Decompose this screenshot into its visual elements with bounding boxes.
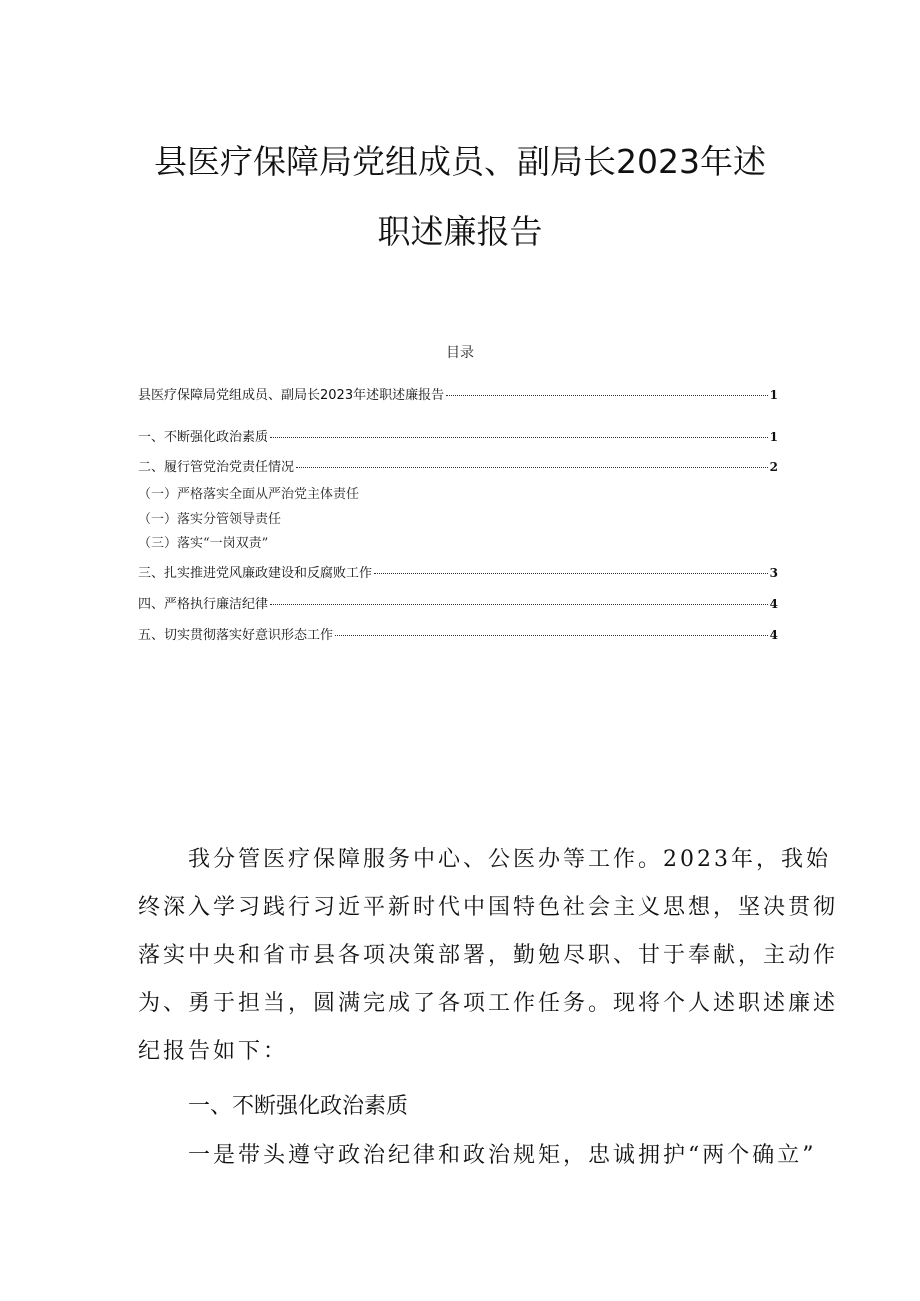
toc-entry[interactable]	[138, 384, 778, 402]
toc-entry[interactable]	[138, 593, 778, 611]
toc-entry-label: 三、扎实推进党风廉政建设和反腐败工作	[138, 566, 373, 581]
toc-entry-label: 五、切实贯彻落实好意识形态工作	[138, 628, 334, 643]
toc-entry[interactable]	[138, 562, 778, 580]
document-title-line2: 职述廉报告	[377, 212, 543, 251]
toc-subentry[interactable]: （一）落实分管领导责任	[138, 512, 282, 527]
toc-leader-dots	[374, 573, 768, 574]
section-heading: 一、不断强化政治素质	[188, 1094, 409, 1119]
toc-entry-label: 四、严格执行廉洁纪律	[138, 597, 269, 612]
toc-entry-page: 1	[769, 388, 778, 402]
toc-entry[interactable]	[138, 624, 778, 642]
toc-entry[interactable]	[138, 426, 778, 444]
paragraph-line: 终深入学习践行习近平新时代中国特色社会主义思想，坚决贯彻	[138, 895, 839, 920]
toc-entry-page: 4	[769, 597, 778, 611]
toc-entry-page: 2	[769, 460, 778, 474]
document-title-line1: 县医疗保障局党组成员、副局长2023年述	[154, 142, 766, 181]
toc-subentry[interactable]: （一）严格落实全面从严治党主体责任	[138, 487, 360, 502]
toc-subentry[interactable]: （三）落实“一岗双责”	[138, 536, 269, 551]
toc-leader-dots	[270, 437, 768, 438]
toc-entry-page: 4	[769, 628, 778, 642]
paragraph-line: 一是带头遵守政治纪律和政治规矩，忠诚拥护“两个确立”	[188, 1143, 817, 1168]
toc-leader-dots	[270, 604, 768, 605]
toc-entry-label: 一、不断强化政治素质	[138, 430, 269, 445]
toc-entry-page: 3	[769, 566, 778, 580]
toc-leader-dots	[335, 635, 768, 636]
toc-leader-dots	[296, 467, 768, 468]
toc-heading: 目录	[446, 345, 474, 361]
toc-entry-label: 二、履行管党治党责任情况	[138, 460, 295, 475]
toc-leader-dots	[446, 395, 768, 396]
paragraph-line: 纪报告如下：	[138, 1039, 289, 1064]
toc-entry-page: 1	[769, 430, 778, 444]
paragraph-line: 落实中央和省市县各项决策部署，勤勉尽职、甘于奉献，主动作	[138, 943, 839, 968]
toc-entry-label: 县医疗保障局党组成员、副局长2023年述职述廉报告	[138, 388, 445, 403]
paragraph-line: 我分管医疗保障服务中心、公医办等工作。2023年，我始	[188, 847, 831, 872]
toc-entry[interactable]	[138, 456, 778, 474]
paragraph-line: 为、勇于担当，圆满完成了各项工作任务。现将个人述职述廉述	[138, 991, 839, 1016]
